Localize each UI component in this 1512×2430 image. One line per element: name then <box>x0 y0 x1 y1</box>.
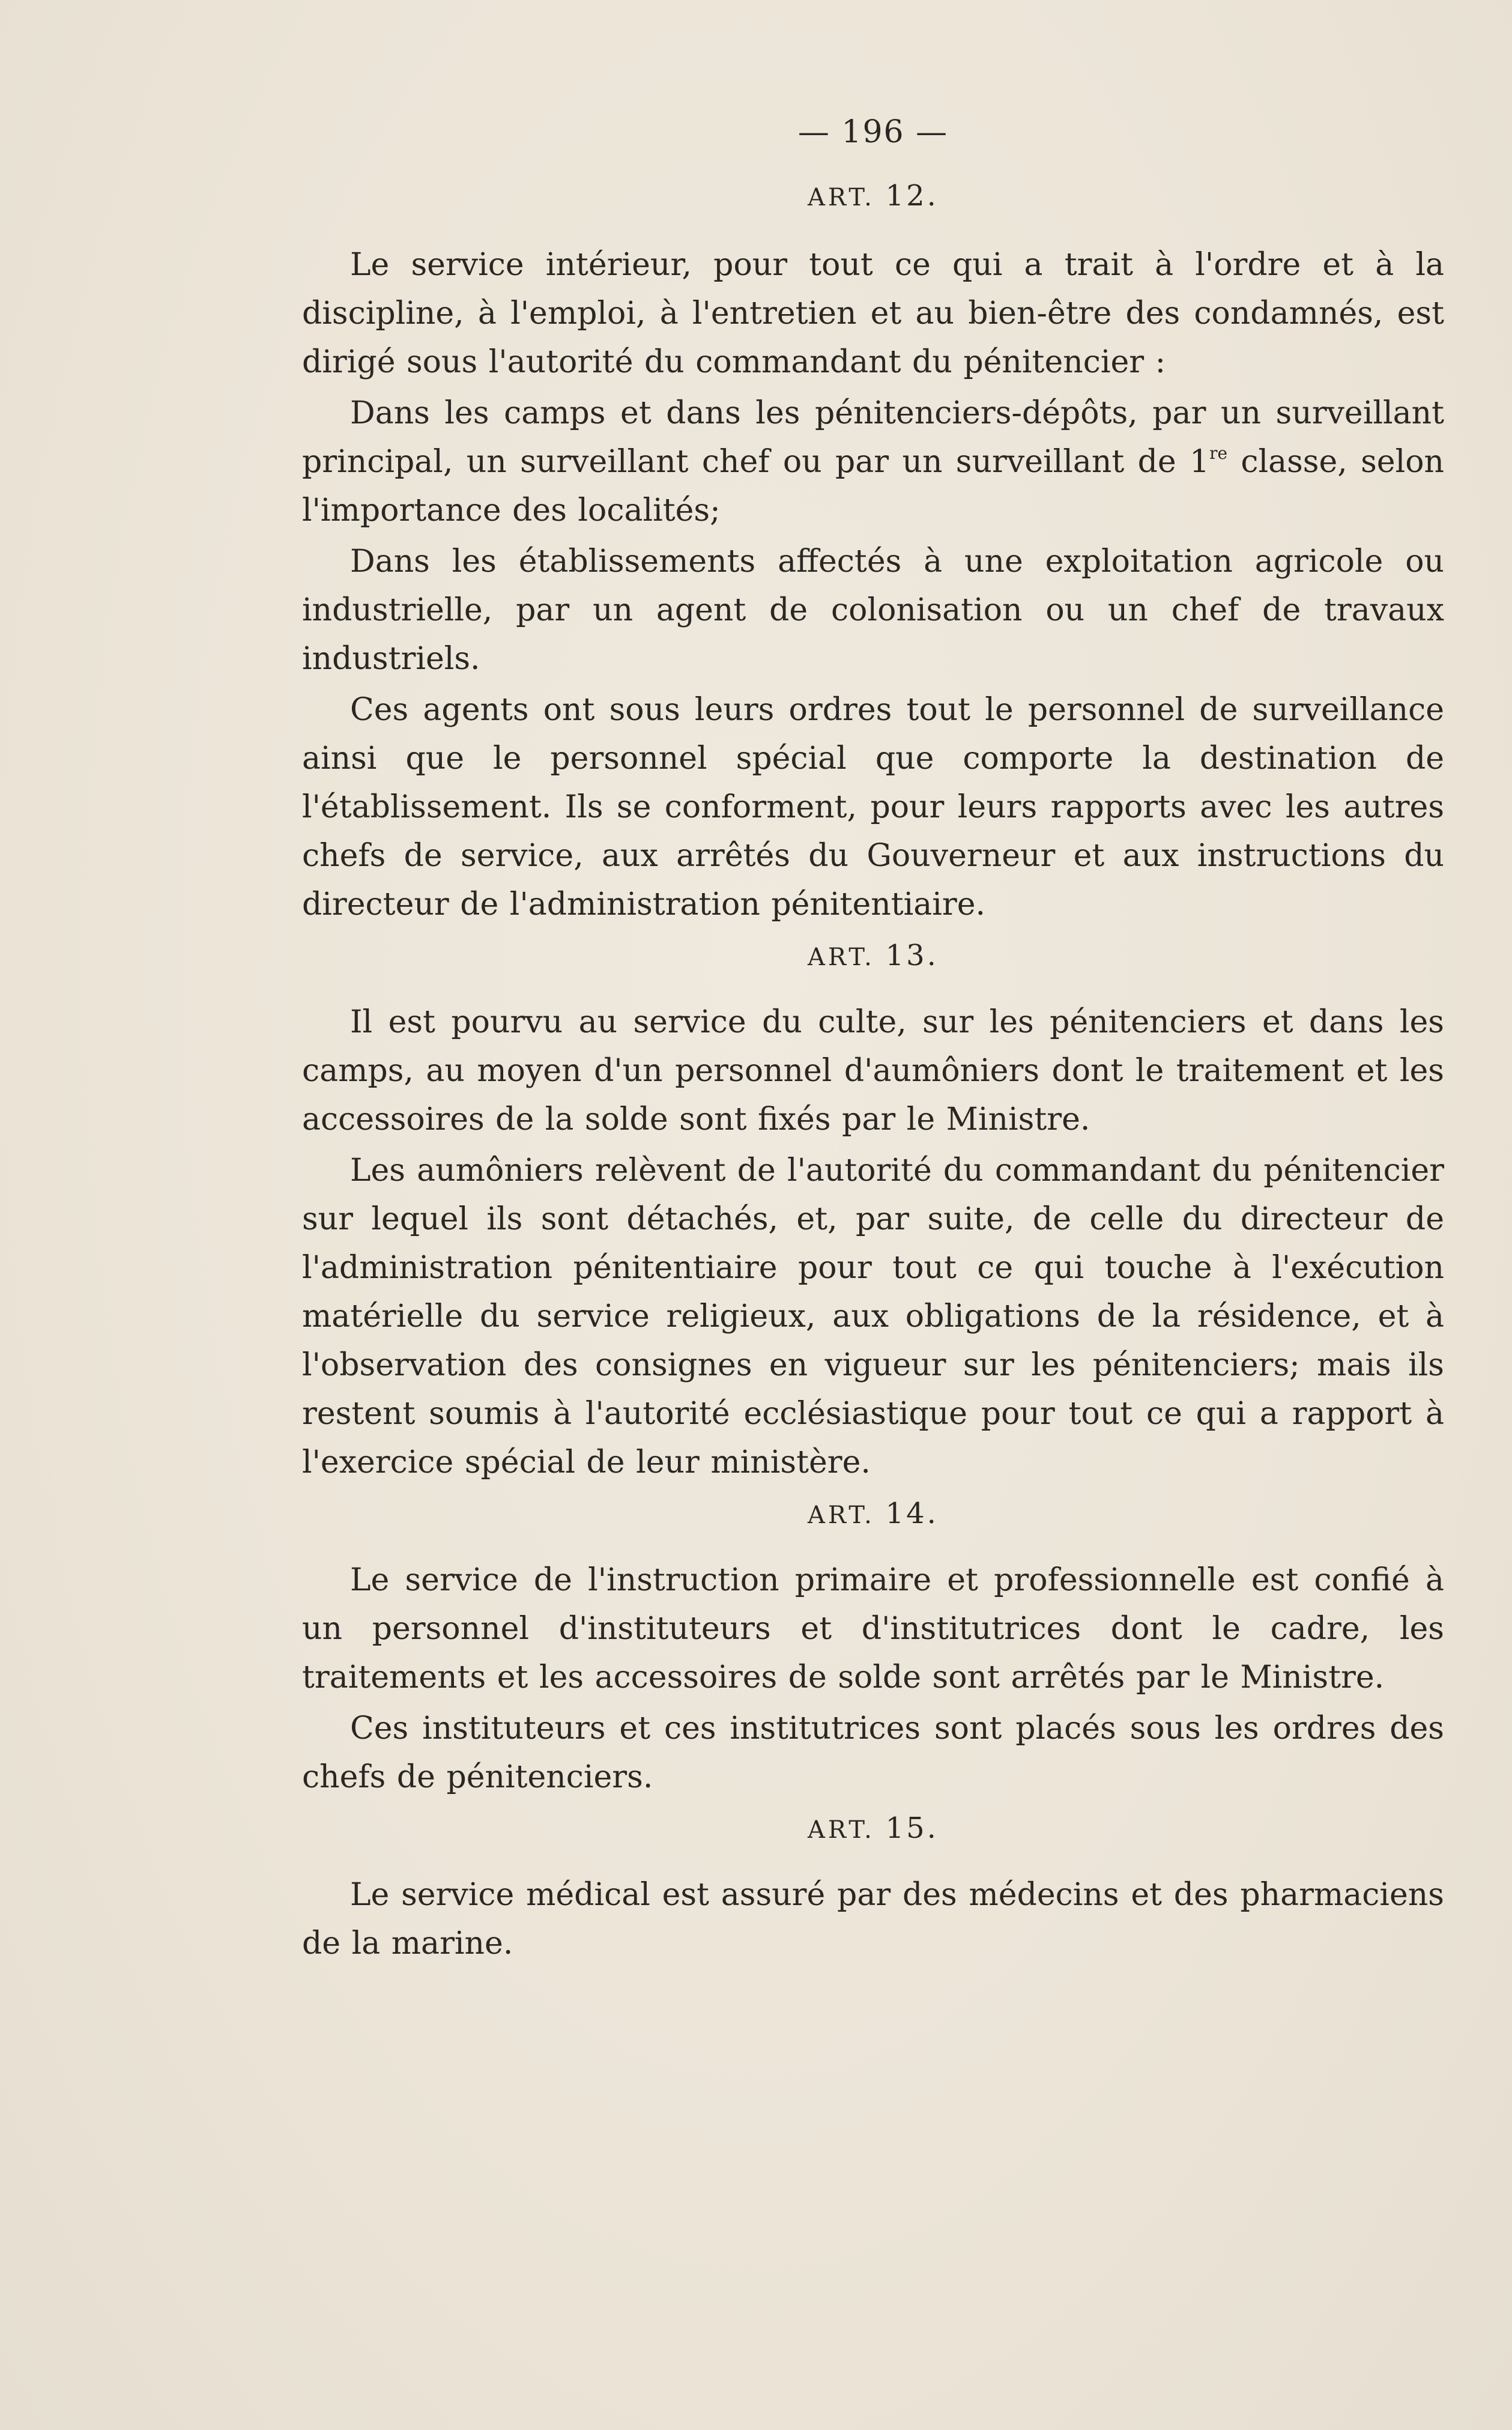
article-heading-14 <box>302 1495 1444 1533</box>
article-number: 13. <box>885 939 939 972</box>
article-heading-12 <box>302 178 1444 216</box>
article-label: ART. <box>808 944 875 971</box>
paragraph: Dans les établissements affectés à une exploitation agricole ou industrielle, par un agent de colonisation ou un chef de travaux industriels. <box>302 544 1444 677</box>
article-label: ART. <box>808 184 875 211</box>
text-block <box>302 114 1444 1971</box>
article-number: 15. <box>885 1811 939 1845</box>
ordinal-superscript: re <box>1209 443 1228 463</box>
article-label: ART. <box>808 1501 875 1529</box>
article-heading-13 <box>302 938 1444 975</box>
paragraph: Ces instituteurs et ces institutrices sont placés sous les ordres des chefs de pénitenciers. <box>302 1710 1444 1795</box>
paragraph: Il est pourvu au service du culte, sur les pénitenciers et dans les camps, au moyen d'un personnel d'aumôniers dont le traitement et les accessoires de la solde sont fixés par le Ministre. <box>302 1004 1444 1138</box>
paragraph: Ces agents ont sous leurs ordres tout le personnel de surveillance ainsi que le personnel spécial que comporte la destination de l'établissement. Ils se conforment, pour leurs rapports avec les autres chefs de service, aux arrêtés du Gouverneur et aux instructions du directeur de l'administration pénitentiaire. <box>302 692 1444 923</box>
article-number: 14. <box>885 1497 939 1530</box>
article-label: ART. <box>808 1816 875 1844</box>
article-number: 12. <box>885 179 939 213</box>
paragraph: Dans les camps et dans les pénitenciers-dépôts, par un surveillant principal, un surveillant chef ou par un surveillant de 1re classe, selon l'importance des localités; <box>302 395 1445 529</box>
page-number: — 196 — <box>797 114 949 150</box>
paragraph: Les aumôniers relèvent de l'autorité du commandant du pénitencier sur lequel ils sont détachés, et, par suite, de celle du directeur de l'administration pénitentiaire pour tout ce qui touche à l'exécution matérielle du service religieux, aux obligations de la résidence, et à l'observation des consignes en vigueur sur les pénitenciers; mais ils restent soumis à l'autorité ecclésiastique pour tout ce qui a rapport à l'exercice spécial de leur ministère. <box>302 1153 1444 1480</box>
paragraph: Le service de l'instruction primaire et professionnelle est confié à un personnel d'instituteurs et d'institutrices dont le cadre, les traitements et les accessoires de solde sont arrêtés par le Ministre. <box>302 1562 1444 1695</box>
paragraph: Le service médical est assuré par des médecins et des pharmaciens de la marine. <box>302 1877 1444 1962</box>
paragraph: Le service intérieur, pour tout ce qui a trait à l'ordre et à la discipline, à l'emploi, à l'entretien et au bien-être des condamnés, est dirigé sous l'autorité du commandant du pénitencier : <box>302 247 1444 380</box>
article-heading-15 <box>302 1810 1444 1848</box>
